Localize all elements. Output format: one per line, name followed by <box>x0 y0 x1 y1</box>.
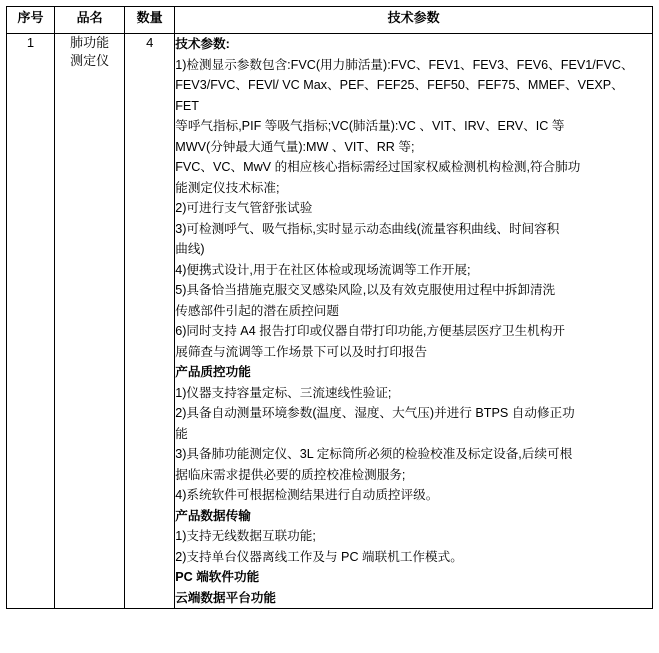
spec-line: MWV(分钟最大通气量):MW 、VIT、RR 等; <box>175 139 415 154</box>
spec-line: 技术参数: <box>175 37 230 51</box>
product-name-line-1: 肺功能 <box>70 35 110 50</box>
column-header-quantity: 数量 <box>125 7 175 34</box>
spec-line: 产品质控功能 <box>175 365 251 379</box>
spec-line: 等呼气指标,PIF 等吸气指标;VC(肺活量):VC 、VIT、IRV、ERV、IC 等 <box>175 119 565 133</box>
spec-line: 据临床需求提供必要的质控校准检测服务; <box>175 467 406 482</box>
spec-line: 产品数据传输 <box>175 508 251 523</box>
spec-line: 能 <box>175 426 188 441</box>
cell-product-name <box>55 34 125 609</box>
cell-technical-spec <box>175 34 653 609</box>
spec-line: FVC、VC、MwV 的相应核心指标需经过国家权威检测机构检测,符合肺功 <box>175 160 581 174</box>
specification-table <box>6 6 653 609</box>
column-header-seq: 序号 <box>7 7 55 34</box>
column-header-technical-spec: 技术参数 <box>175 7 653 34</box>
spec-line: FET <box>175 98 200 113</box>
spec-line: 2)支持单台仪器离线工作及与 PC 端联机工作模式。 <box>175 549 463 564</box>
cell-quantity: 4 <box>125 34 175 609</box>
column-header-name: 品名 <box>55 7 125 34</box>
spec-line: 3)具备肺功能测定仪、3L 定标筒所必须的检验校准及标定设备,后续可根 <box>175 447 573 461</box>
spec-line: 1)仪器支持容量定标、三流速线性验证; <box>175 385 392 400</box>
spec-line: FEV3/FVC、FEVl/ VC Max、PEF、FEF25、FEF50、FEF75、MMEF、VEXP、 <box>175 78 624 92</box>
cell-sequence-number: 1 <box>7 34 55 609</box>
spec-line: 2)可进行支气管舒张试验 <box>175 201 313 215</box>
spec-line: 1)检测显示参数包含:FVC(用力肺活量):FVC、FEV1、FEV3、FEV6、FEV1/FVC、 <box>175 57 634 72</box>
spec-line: 曲线) <box>175 242 205 256</box>
spec-line: PC 端软件功能 <box>175 570 260 584</box>
spec-line: 3)可检测呼气、吸气指标,实时显示动态曲线(流量容积曲线、时间容积 <box>175 221 560 236</box>
spec-line: 传感部件引起的潜在质控问题 <box>175 303 339 318</box>
spec-line: 5)具备恰当措施克服交叉感染风险,以及有效克服使用过程中拆卸清洗 <box>175 283 556 297</box>
spec-line: 4)系统软件可根据检测结果进行自动质控评级。 <box>175 488 439 502</box>
spec-line: 能测定仪技术标准; <box>175 180 280 195</box>
spec-line: 6)同时支持 A4 报告打印或仪器自带打印功能,方便基层医疗卫生机构开 <box>175 324 565 338</box>
spec-line: 4)便携式设计,用于在社区体检或现场流调等工作开展; <box>175 262 471 277</box>
technical-spec-body <box>175 34 652 608</box>
spec-line: 1)支持无线数据互联功能; <box>175 529 316 543</box>
table-row <box>7 34 653 609</box>
table-header-row <box>7 7 653 34</box>
spec-line: 2)具备自动测量环境参数(温度、湿度、大气压)并进行 BTPS 自动修正功 <box>175 406 575 420</box>
spec-line: 展筛查与流调等工作场景下可以及时打印报告 <box>175 344 428 359</box>
product-name-line-2: 测定仪 <box>70 53 110 68</box>
spec-line: 云端数据平台功能 <box>175 590 276 605</box>
